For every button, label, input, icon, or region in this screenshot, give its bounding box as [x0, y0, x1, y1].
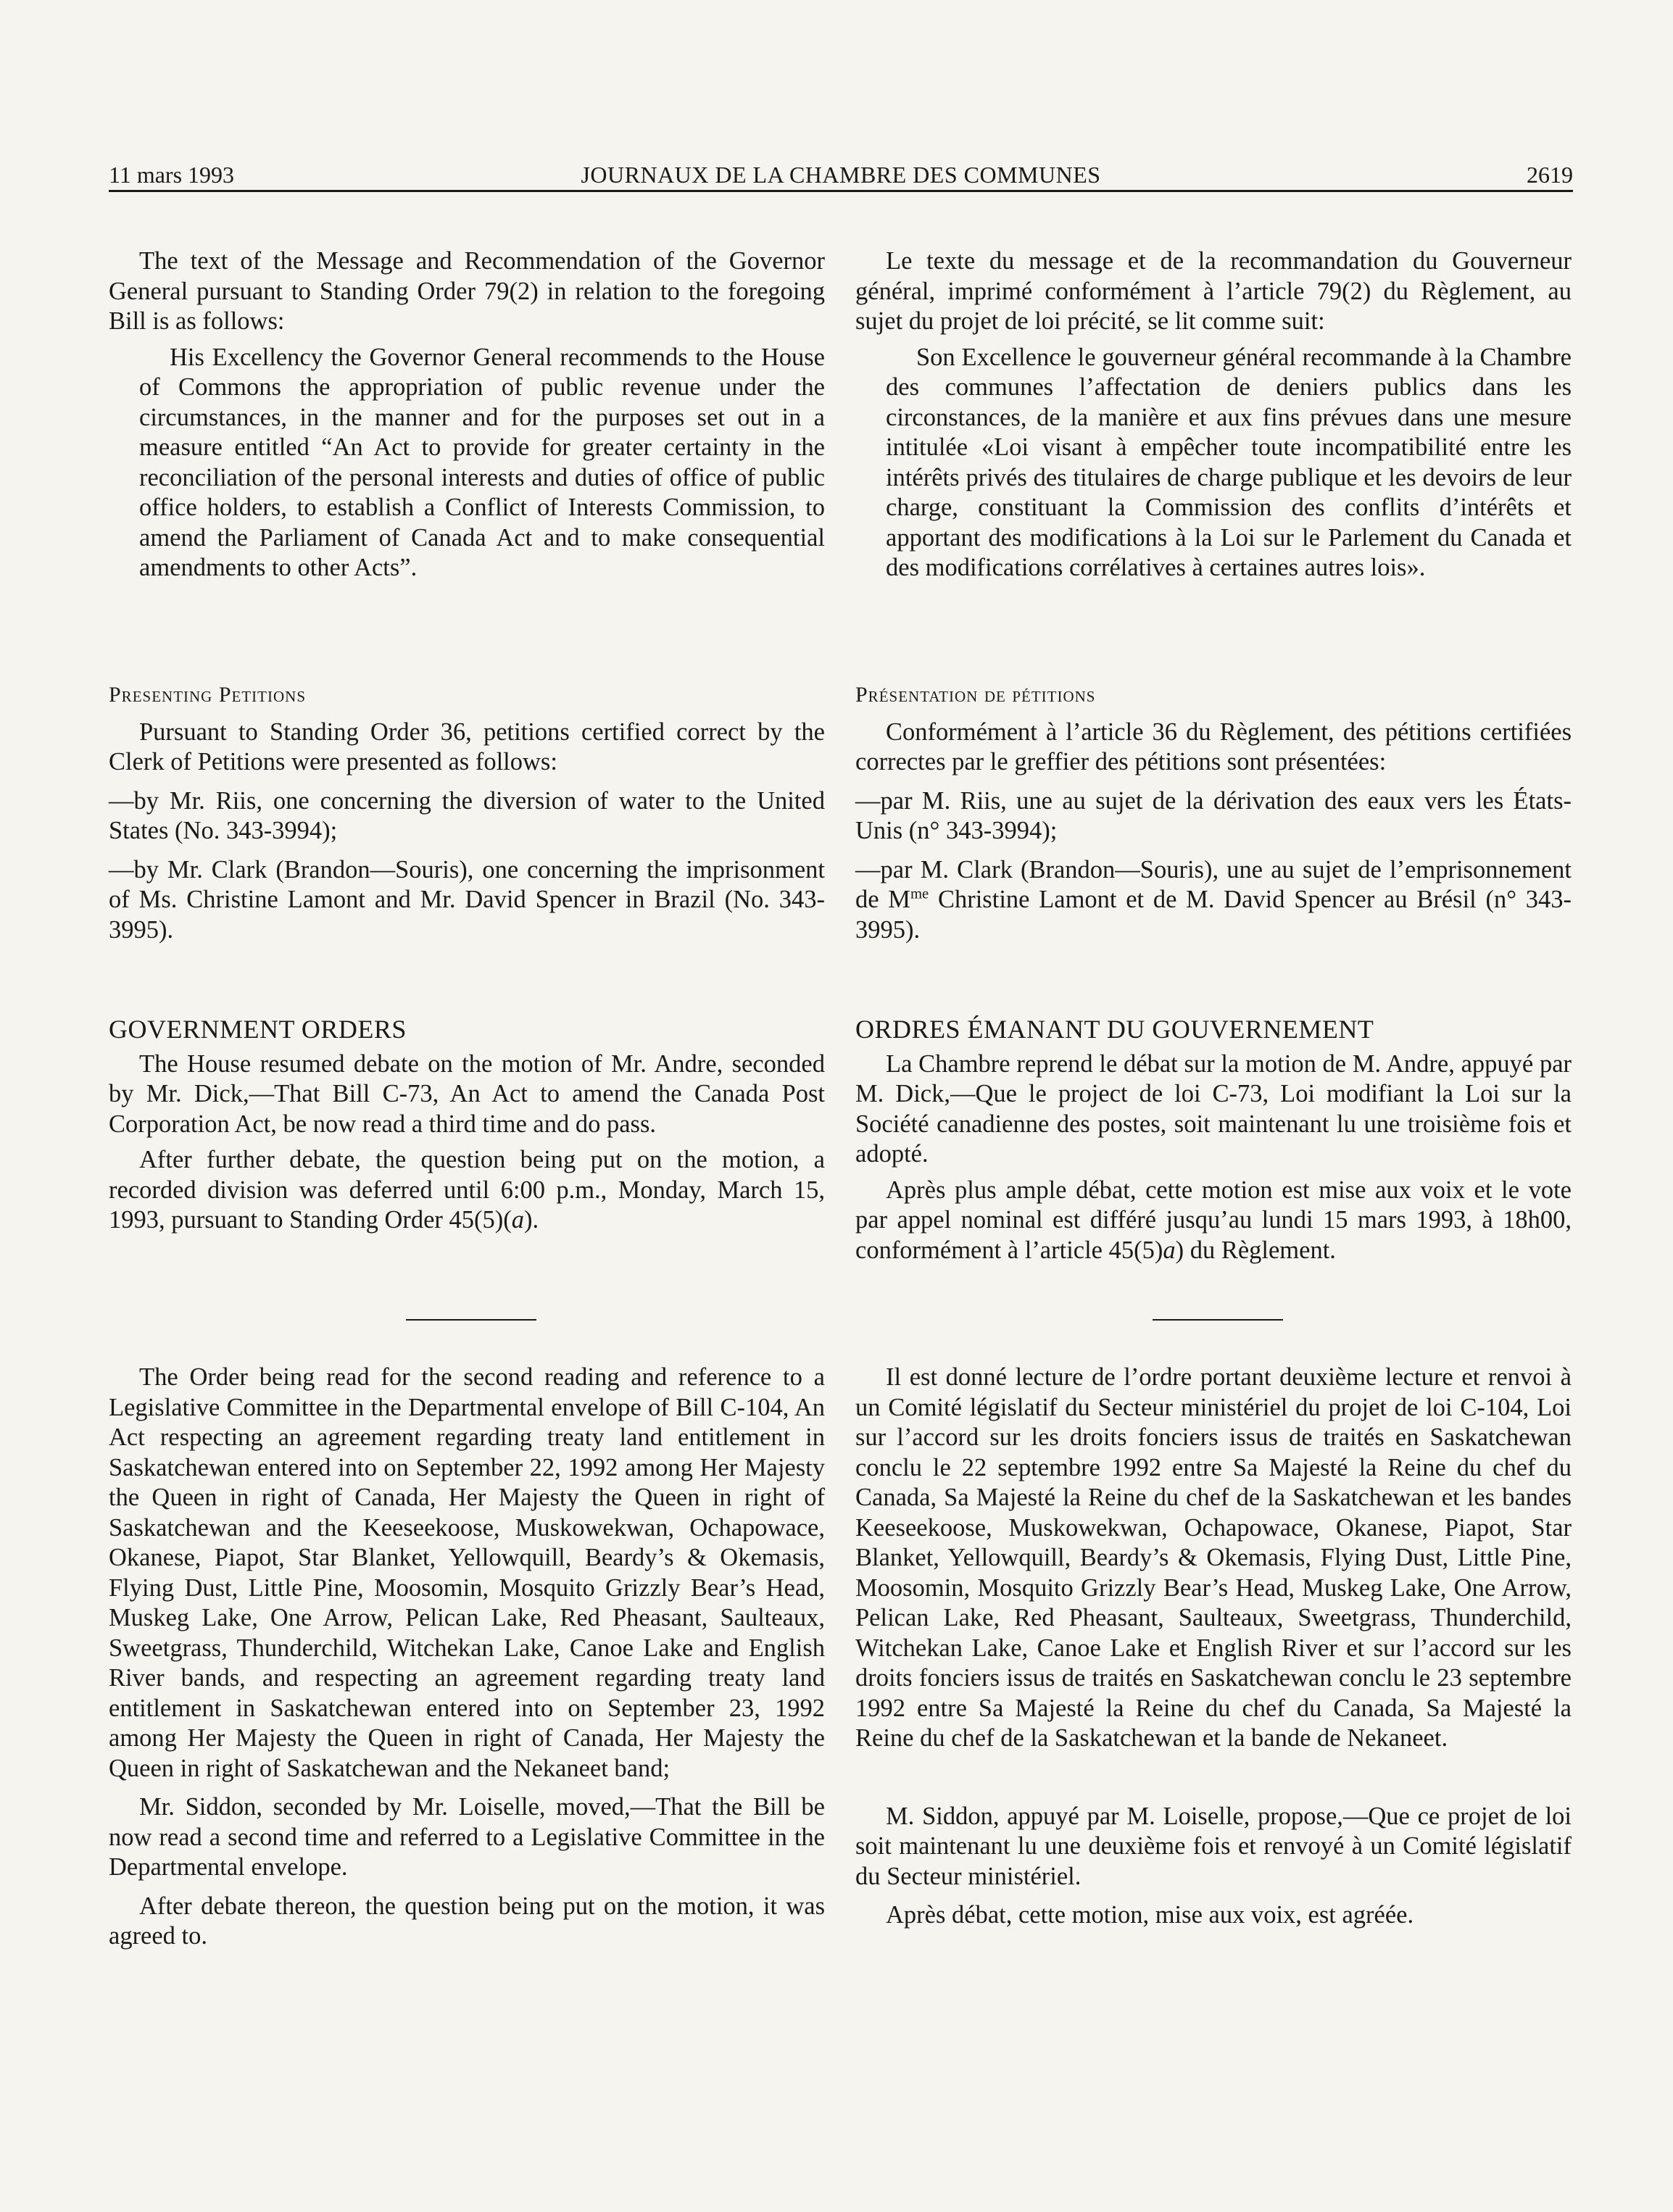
fr-message-quote: Son Excellence le gouverneur général recommande à la Chambre des communes l’affectation de deniers publics dans les circonstances, de la manière et aux fins prévues dans une mesure intitulée «Loi visant à empêcher toute incompatibilité entre les intérêts privés des titulaires de charge publique et les devoirs de leur charge, constituant la Commission des conflits d’intérêts et apportant des modifications à la Loi sur le Parlement du Canada et des modifications corrélatives à certaines autres lois».	[886, 343, 1572, 581]
en-message-intro: The text of the Message and Recommendation of the Governor General pursuant to Standing Order 79(2) in relation to the foregoing Bill is as follows:	[109, 247, 825, 335]
en-government-orders-section	[109, 1015, 825, 1242]
header-title: JOURNAUX DE LA CHAMBRE DES COMMUNES	[581, 162, 1101, 188]
fr-petition-item: —par M. Riis, une au sujet de la dérivation des eaux vers les États-Unis (n° 343-3994);	[855, 786, 1572, 844]
running-header	[109, 158, 1573, 191]
fr-petitions-heading: Présentation de pétitions	[855, 683, 1096, 707]
en-order-paragraph: The Order being read for the second reading and reference to a Legislative Committee in the Departmental envelope of Bill C-104, An Act respecting an agreement regarding treaty land entitlement in Saskatchewan entered into on September 22, 1992 among Her Majesty the Queen in right of Canada, Her Majesty the Queen in right of Saskatchewan and the Keeseekoose, Muskowekwan, Ochapowace, Okanese, Piapot, Star Blanket, Yellowquill, Beardy’s & Okemasis, Flying Dust, Little Pine, Moosomin, Mosquito Grizzly Bear’s Head, Muskeg Lake, One Arrow, Pelican Lake, Red Pheasant, Saulteaux, Sweetgrass, Thunderchild, Witchekan Lake, Canoe Lake and English River bands, and respecting an agreement regarding treaty land entitlement in Saskatchewan entered into on September 23, 1992 among Her Majesty the Queen in right of Canada, Her Majesty the Queen in right of Saskatchewan and the Nekaneet band;	[109, 1363, 825, 1782]
fr-agreed-paragraph: Après débat, cette motion, mise aux voix, est agréée.	[886, 1901, 1414, 1929]
fr-petition-item: —par M. Clark (Brandon—Souris), une au sujet de l’emprisonnement de $M^{me}$ Christine Lamont et de M. David Spencer au Brésil (n° 343-3995).	[855, 855, 1572, 944]
fr-gov-paragraph: La Chambre reprend le débat sur la motion de M. Andre, appuyé par M. Dick,—Que le project de loi C-73, Loi modifiant la Loi sur la Société canadienne des postes, soit maintenant lu une troisième fois et adopté.	[855, 1049, 1572, 1168]
en-government-orders-heading: GOVERNMENT ORDERS	[109, 1015, 407, 1044]
fr-gov-paragraph-deferred: Après plus ample débat, cette motion est mise aux voix et le vote par appel nominal est différé jusqu’au lundi 15 mars 1993, à 18h00, conformément à l’article 45(5)a) du Règlement.	[855, 1176, 1572, 1264]
fr-motion-paragraph: M. Siddon, appuyé par M. Loiselle, propose,—Que ce projet de loi soit maintenant lu une deuxième fois et renvoyé à un Comité législatif du Secteur ministériel.	[855, 1802, 1572, 1890]
fr-government-orders-heading: ORDRES ÉMANANT DU GOUVERNEMENT	[855, 1015, 1374, 1044]
english-column	[109, 246, 825, 2044]
en-second-reading-section	[109, 1363, 825, 1958]
header-rule	[109, 190, 1573, 192]
en-gov-paragraph: The House resumed debate on the motion of Mr. Andre, seconded by Mr. Dick,—That Bill C-73, An Act to amend the Canada Post Corporation Act, be now read a third time and do pass.	[109, 1049, 825, 1138]
section-separator	[1153, 1319, 1283, 1321]
en-message-section	[109, 246, 825, 589]
fr-government-orders-section	[855, 1015, 1572, 1271]
section-separator	[406, 1319, 536, 1321]
en-petition-item: —by Mr. Clark (Brandon—Souris), one concerning the imprisonment of Ms. Christine Lamont and Mr. David Spencer in Brazil (No. 343-3995).	[109, 855, 825, 944]
fr-petitions-intro: Conformément à l’article 36 du Règlement, des pétitions certifiées correctes par le greffier des pétitions sont présentées:	[855, 718, 1572, 776]
fr-order-paragraph: Il est donné lecture de l’ordre portant deuxième lecture et renvoi à un Comité législatif du Secteur ministériel du projet de loi C-104, Loi sur l’accord sur les droits fonciers issus de traités en Saskatchewan conclu le 22 septembre 1992 entre Sa Majesté la Reine du chef du Canada, Sa Majesté la Reine du chef de la Saskatchewan et les bandes Keeseekoose, Muskowekwan, Ochapowace, Okanese, Piapot, Star Blanket, Yellowquill, Beardy’s & Okemasis, Flying Dust, Little Pine, Moosomin, Mosquito Grizzly Bear’s Head, Muskeg Lake, One Arrow, Pelican Lake, Red Pheasant, Saulteaux, Sweetgrass, Thunderchild, Witchekan Lake, Canoe Lake et English River et sur l’accord sur les droits fonciers issus de traités en Saskatchewan conclu le 23 septembre 1992 entre Sa Majesté la Reine du chef du Canada, Sa Majesté la Reine du chef de la Saskatchewan et la bande de Nekaneet.	[855, 1363, 1572, 1752]
page-number: 2619	[1527, 162, 1573, 188]
fr-second-reading-section	[855, 1363, 1572, 1937]
en-petitions-heading: Presenting Petitions	[109, 683, 307, 707]
fr-petitions-section	[855, 680, 1572, 951]
en-petitions-intro: Pursuant to Standing Order 36, petitions certified correct by the Clerk of Petitions were presented as follows:	[109, 718, 825, 776]
french-column	[855, 246, 1572, 2044]
fr-message-section	[855, 246, 1572, 589]
en-motion-paragraph: Mr. Siddon, seconded by Mr. Loiselle, moved,—That the Bill be now read a second time and referred to a Legislative Committee in the Departmental envelope.	[109, 1793, 825, 1881]
en-message-quote: His Excellency the Governor General recommends to the House of Commons the appropriation of public revenue under the circumstances, in the manner and for the purposes set out in a measure entitled “An Act to provide for greater certainty in the reconciliation of the personal interests and duties of office of public office holders, to establish a Conflict of Interests Commission, to amend the Parliament of Canada Act and to make consequential amendments to other Acts”.	[139, 343, 825, 581]
en-petitions-section	[109, 680, 825, 951]
en-agreed-paragraph: After debate thereon, the question being put on the motion, it was agreed to.	[109, 1892, 825, 1950]
header-date: 11 mars 1993	[109, 162, 235, 188]
fr-message-intro: Le texte du message et de la recommandation du Gouverneur général, imprimé conformément à l’article 79(2) du Règlement, au sujet du projet de loi précité, se lit comme suit:	[855, 247, 1572, 335]
en-gov-paragraph-deferred: After further debate, the question being put on the motion, a recorded division was deferred until 6:00 p.m., Monday, March 15, 1993, pursuant to Standing Order 45(5)(a).	[109, 1146, 825, 1234]
en-petition-item: —by Mr. Riis, one concerning the diversion of water to the United States (No. 343-3994);	[109, 786, 825, 844]
